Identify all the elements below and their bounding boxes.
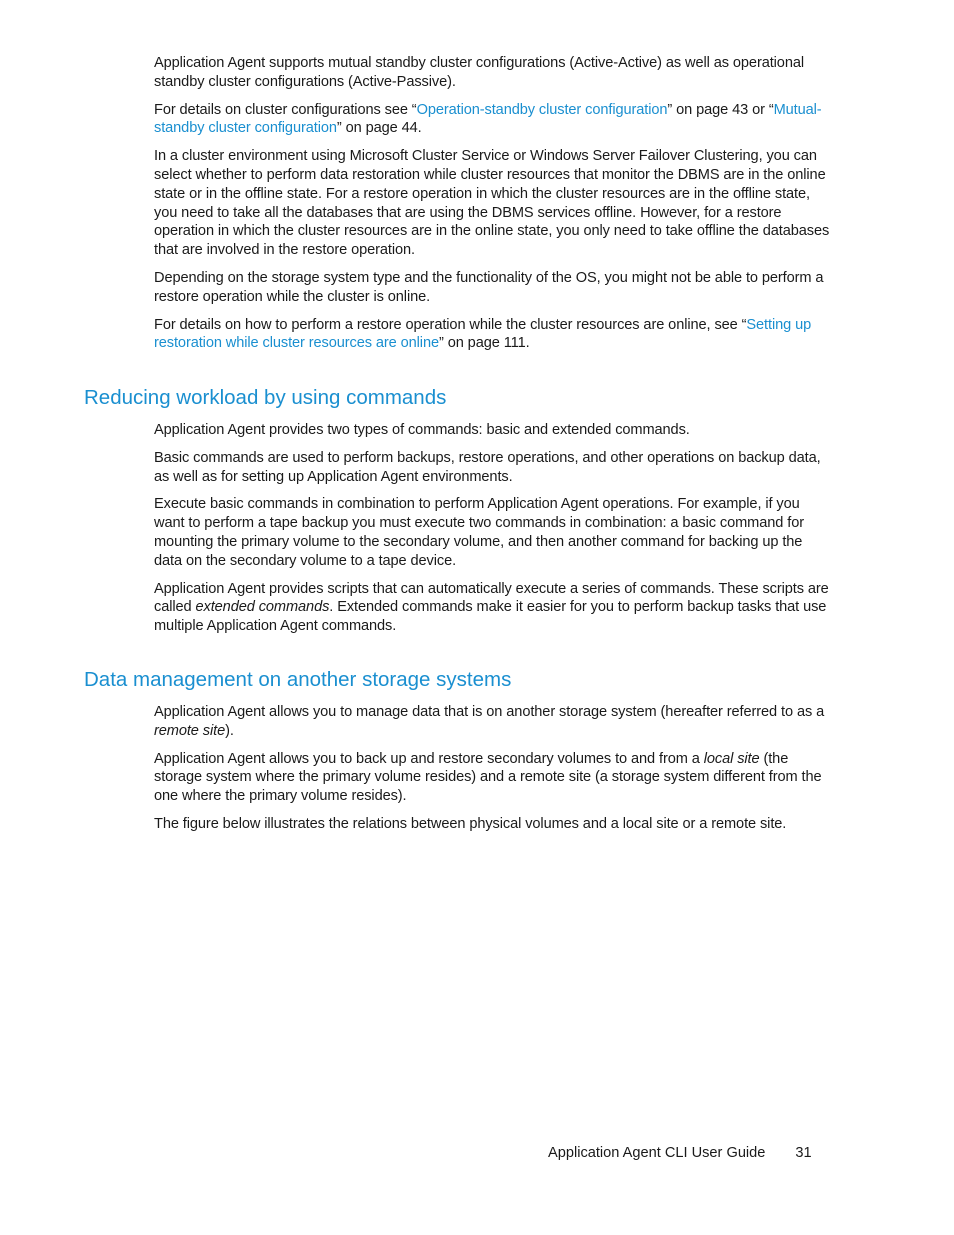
paragraph-cluster-details bbox=[154, 101, 830, 139]
text-span: ). bbox=[225, 722, 234, 739]
section-reducing-workload bbox=[154, 421, 830, 636]
footer-guide-title: Application Agent CLI User Guide bbox=[548, 1145, 766, 1161]
emphasis-local-site: local site bbox=[703, 750, 760, 767]
text-span: . Extended commands make it easier for you to perform backup tasks that use multiple Application Agent commands. bbox=[154, 599, 827, 635]
text-span: For details on cluster configurations see “ bbox=[154, 101, 417, 118]
heading-reducing-workload: Reducing workload by using commands bbox=[84, 386, 447, 409]
paragraph-cluster-environment: In a cluster environment using Microsoft Cluster Service or Windows Server Failover Clustering, you can select whether to perform data restoration while cluster resources that monitor the DBMS are in the online state or in the offline state. For a restore operation in which the cluster resources are in the offline state, you need to take all the databases that are using the DBMS services offline. However, for a restore operation in which the cluster resources are in the online state, you only need to take offline the databases that are involved in the restore operation. bbox=[154, 148, 830, 259]
section-data-management bbox=[154, 703, 830, 834]
text-span: ” on page 111. bbox=[438, 335, 530, 352]
link-operation-standby[interactable]: Operation-standby cluster configuration bbox=[416, 101, 668, 118]
paragraph-extended-commands bbox=[154, 580, 830, 636]
emphasis-extended-commands: extended commands bbox=[195, 599, 330, 616]
footer-page-number: 31 bbox=[795, 1145, 812, 1161]
heading-data-management: Data management on another storage systems bbox=[84, 668, 512, 691]
paragraph-local-site bbox=[154, 750, 830, 806]
paragraph-figure-intro: The figure below illustrates the relations between physical volumes and a local site or a remote site. bbox=[154, 815, 787, 832]
link-setting-up-restoration[interactable]: Setting up restoration while cluster resources are online bbox=[154, 316, 812, 352]
paragraph-storage-type: Depending on the storage system type and the functionality of the OS, you might not be able to perform a restore operation while the cluster is online. bbox=[154, 269, 824, 305]
paragraph-restore-online bbox=[154, 316, 830, 354]
text-span: For details on how to perform a restore operation while the cluster resources are online, see “ bbox=[154, 316, 747, 333]
text-span: ” on page 44. bbox=[336, 120, 422, 137]
paragraph-command-types: Application Agent provides two types of commands: basic and extended commands. bbox=[154, 422, 690, 438]
text-span: (the storage system where the primary volume resides) and a remote site (a storage system different from the one where the primary volume resides). bbox=[154, 750, 822, 805]
link-mutual-standby[interactable]: Mutual-standby cluster configuration bbox=[154, 101, 822, 137]
text-span: ” on page 43 or “ bbox=[667, 101, 774, 118]
emphasis-remote-site: remote site bbox=[154, 722, 226, 739]
text-span: Application Agent allows you to manage data that is on another storage system (hereafter referred to as a bbox=[154, 704, 825, 720]
paragraph-cluster-support: Application Agent supports mutual standby cluster configurations (Active-Active) as well as operational standby cluster configurations (Active-Passive). bbox=[154, 55, 805, 90]
paragraph-remote-site bbox=[154, 703, 830, 741]
paragraph-basic-commands: Basic commands are used to perform backups, restore operations, and other operations on backup data, as well as for setting up Application Agent environments. bbox=[154, 449, 821, 485]
page-footer bbox=[548, 1144, 812, 1162]
intro-section bbox=[154, 54, 830, 353]
paragraph-execute-commands: Execute basic commands in combination to perform Application Agent operations. For example, if you want to perform a tape backup you must execute two commands in combination: a basic command for mounting the primary volume to the secondary volume, and then another command for backing up the data on the secondary volume to a tape device. bbox=[154, 496, 804, 569]
text-span: Application Agent provides scripts that can automatically execute a series of commands. These scripts are called bbox=[154, 580, 829, 616]
text-span: Application Agent allows you to back up and restore secondary volumes to and from a bbox=[154, 750, 704, 767]
